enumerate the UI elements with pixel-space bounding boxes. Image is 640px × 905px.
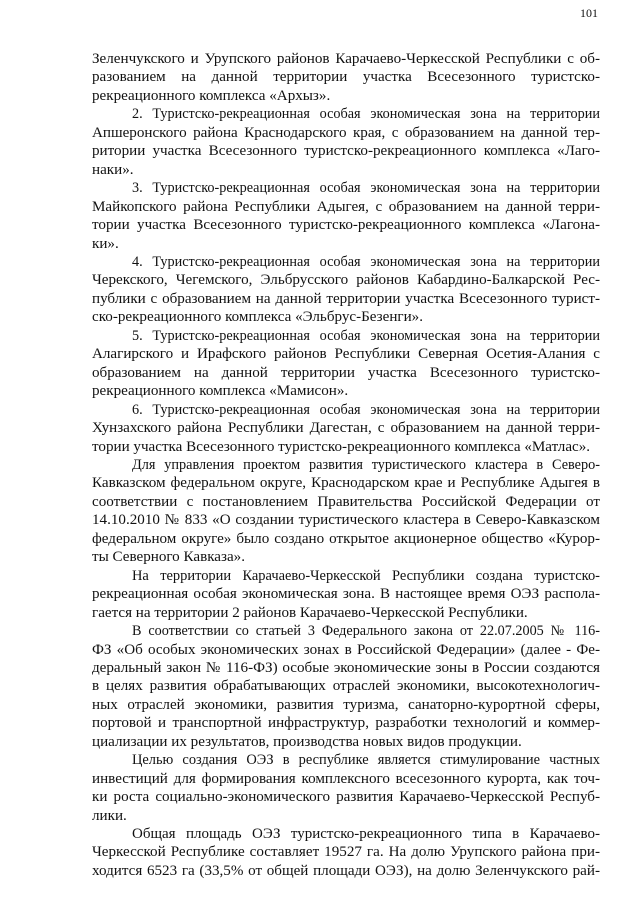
paragraph-7 xyxy=(92,456,600,567)
text-line: 3. Туристско-рекреационная особая экономическая зона на территории xyxy=(132,180,600,197)
text-line: рекреационного комплекса «Архыз». xyxy=(92,87,331,104)
text-line: инвестиций для формирования комплексного всесезонного курорта, как точ- xyxy=(92,770,600,787)
text-line: 2. Туристско-рекреационная особая экономическая зона на территории xyxy=(132,106,600,123)
text-line: Целью создания ОЭЗ в республике является стимулирование частных xyxy=(132,752,600,769)
document-body xyxy=(92,50,600,880)
text-line: ты Северного Кавказа». xyxy=(92,549,245,566)
text-line: Для управления проектом развития туристического кластера в Северо- xyxy=(132,456,600,473)
text-line: В соответствии со статьей 3 Федерального закона от 22.07.2005 № 116- xyxy=(132,623,600,640)
text-line: разованием на данной территории участка Всесезонного туристско- xyxy=(92,69,600,86)
text-line: гается на территории 2 районов Карачаево-Черкесской Республики. xyxy=(92,604,528,621)
text-line: ных отраслей экономики, развития туризма, санаторно-курортной сферы, xyxy=(92,696,600,713)
text-line: Зеленчукского и Урупского районов Карачаево-Черкесской Республики с об- xyxy=(92,51,600,67)
text-line: 6. Туристско-рекреационная особая экономическая зона на территории xyxy=(132,401,600,418)
text-line: 5. Туристско-рекреационная особая экономическая зона на территории xyxy=(132,327,600,344)
text-line: Черекского, Чегемского, Эльбрусского районов Кабардино-Балкарской Рес- xyxy=(92,272,600,289)
text-line: соответствии с постановлением Правительства Российской Федерации от xyxy=(92,493,600,510)
paragraph-6 xyxy=(92,401,600,456)
text-line: Алагирского и Ирафского районов Республики Северная Осетия-Алания с xyxy=(92,346,600,363)
paragraph-3 xyxy=(92,179,600,253)
text-line: Кавказском федеральном округе, Краснодарском крае и Республике Адыгея в xyxy=(92,475,600,492)
paragraph-10 xyxy=(92,751,600,825)
text-line: На территории Карачаево-Черкесской Республики создана туристско- xyxy=(132,567,600,584)
text-line: 14.10.2010 № 833 «О создании туристического кластера в Северо-Кавказском xyxy=(92,512,600,529)
text-line: ФЗ «Об особых экономических зонах в Российской Федерации» (далее - Фе- xyxy=(92,641,600,658)
text-line: рекреационная особая экономическая зона. В настоящее время ОЭЗ распола- xyxy=(92,586,600,603)
text-line: рекреационного комплекса «Мамисон». xyxy=(92,383,349,400)
text-line: тории участка Всесезонного туристско-рекреационного комплекса «Матлас». xyxy=(92,438,591,455)
paragraph-5 xyxy=(92,327,600,401)
text-line: лики. xyxy=(92,807,127,824)
paragraph-8 xyxy=(92,567,600,622)
text-line: образованием на данной территории участка Всесезонного туристско- xyxy=(92,364,600,381)
text-line: ки роста социально-экономического развития Карачаево-Черкесской Респуб- xyxy=(92,789,600,806)
paragraph-9 xyxy=(92,622,600,751)
text-line: федеральном округе» было создано открытое акционерное общество «Курор- xyxy=(92,530,600,547)
text-line: ходится 6523 га (33,5% от общей площади ОЭЗ), на долю Зеленчукского рай- xyxy=(92,862,600,879)
text-line: тории участка Всесезонного туристско-рекреационного комплекса «Лагона- xyxy=(92,217,600,234)
text-line: Общая площадь ОЭЗ туристско-рекреационного типа в Карачаево- xyxy=(132,826,600,843)
paragraph-4 xyxy=(92,253,600,327)
text-line: ки». xyxy=(92,235,119,252)
text-line: портовой и транспортной инфраструктур, разработки технологий и коммер- xyxy=(92,715,600,732)
text-line: 4. Туристско-рекреационная особая экономическая зона на территории xyxy=(132,253,600,270)
paragraph-11 xyxy=(92,825,600,880)
text-line: наки». xyxy=(92,161,134,178)
text-line: Апшеронского района Краснодарского края, с образованием на данной тер- xyxy=(92,124,600,141)
page-number: 101 xyxy=(580,6,598,20)
text-line: циализации их результатов, производства новых видов продукции. xyxy=(92,733,522,750)
text-line: Хунзахского района Республики Дагестан, с образованием на данной терри- xyxy=(92,420,600,437)
text-line: ритории участка Всесезонного туристско-рекреационного комплекса «Лаго- xyxy=(92,143,600,160)
paragraph-2 xyxy=(92,105,600,179)
text-line: ско-рекреационного комплекса «Эльбрус-Безенги». xyxy=(92,309,423,326)
text-line: Черкесской Республике составляет 19527 га. На долю Урупского района при- xyxy=(92,844,600,861)
text-line: Майкопского района Республики Адыгея, с образованием на данной терри- xyxy=(92,198,600,215)
text-line: публики с образованием на данной территории участка Всесезонного турист- xyxy=(92,290,600,307)
paragraph-1 xyxy=(92,50,600,105)
text-line: в целях развития обрабатывающих отраслей экономики, высокотехнологич- xyxy=(92,678,600,695)
text-line: деральный закон № 116-ФЗ) особые экономические зоны в России создаются xyxy=(92,659,600,676)
